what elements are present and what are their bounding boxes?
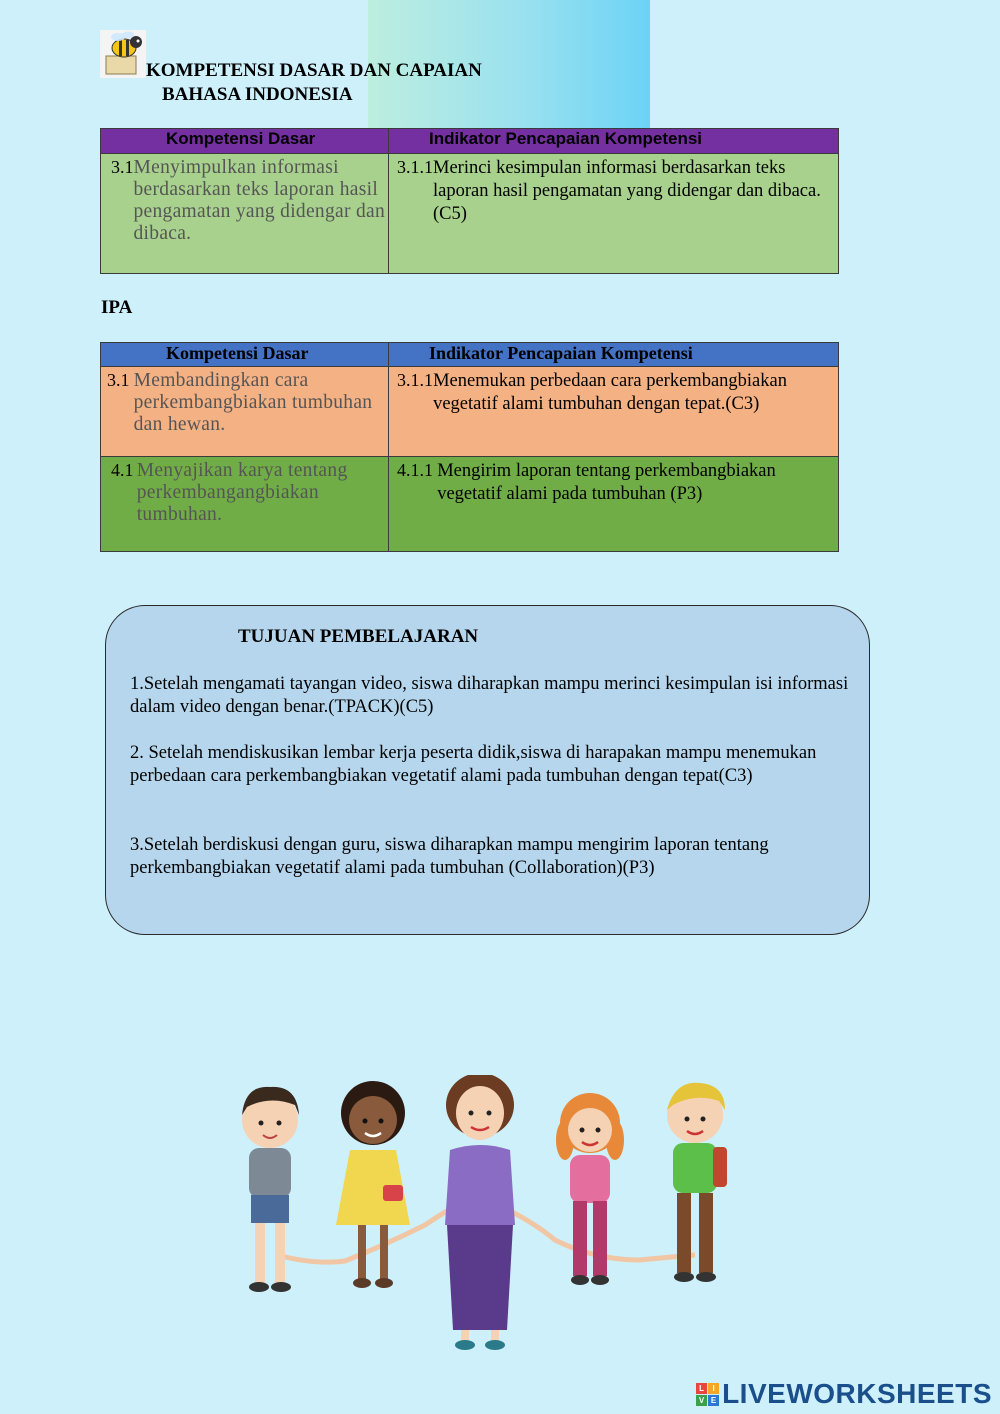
- liveworksheets-logo-icon: L I V E: [696, 1383, 719, 1406]
- bee-logo-icon: [100, 30, 146, 78]
- child-girl-yellow-icon: [336, 1081, 410, 1288]
- objective-item: 3.Setelah berdiskusi dengan guru, siswa diharapkan mampu mengirim laporan tentang perkembangbiakan vegetatif alami pada tumbuhan (Collaboration)(P3): [130, 835, 769, 878]
- header-indikator: Indikator Pencapaian Kompetensi: [389, 129, 839, 154]
- kd-text: Menyajikan karya tentang perkembangangbiakan tumbuhan.: [136, 460, 348, 525]
- header-indikator: Indikator Pencapaian Kompetensi: [389, 343, 839, 367]
- header-kompetensi-dasar: Kompetensi Dasar: [101, 129, 389, 154]
- kd-text: Membandingkan cara perkembangbiakan tumbuhan dan hewan.: [133, 370, 373, 435]
- kd-cell: [101, 154, 389, 274]
- kd-number: 3.1: [111, 157, 134, 177]
- child-boy-green-icon: [667, 1083, 727, 1282]
- header-kompetensi-dasar: Kompetensi Dasar: [101, 343, 389, 367]
- kd-cell: [101, 367, 389, 457]
- kd-number: 4.1: [111, 460, 134, 480]
- indicator-text: Mengirim laporan tentang perkembangbiakan vegetatif alami pada tumbuhan (P3): [437, 461, 776, 504]
- teacher-icon: [445, 1075, 515, 1350]
- bahasa-competency-table: [100, 128, 839, 274]
- indicator-cell: [389, 154, 839, 274]
- table-row: [101, 154, 839, 274]
- subject-title: BAHASA INDONESIA: [162, 84, 353, 105]
- indicator-cell: [389, 367, 839, 457]
- ipa-subject-label: IPA: [101, 297, 133, 318]
- ipa-competency-table: [100, 342, 839, 552]
- kd-text: Menyimpulkan informasi berdasarkan teks laporan hasil pengamatan yang didengar dan dibaca.: [133, 157, 386, 244]
- kd-cell: [101, 457, 389, 552]
- objective-item: 2. Setelah mendiskusikan lembar kerja peserta didik,siswa di harapakan mampu menemukan perbedaan cara perkembangbiakan vegetatif alami pada tumbuhan dengan tepat(C3): [130, 743, 817, 786]
- table-row: [101, 367, 839, 457]
- indicator-text: Merinci kesimpulan informasi berdasarkan teks laporan hasil pengamatan yang didengar dan dibaca.(C5): [433, 158, 821, 224]
- brand-wordmark: LIVEWORKSHEETS: [722, 1378, 992, 1409]
- table-header-row: [101, 129, 839, 154]
- learning-objectives-box: [105, 605, 870, 935]
- indicator-number: 4.1.1: [397, 460, 433, 480]
- teacher-children-illustration: [225, 1075, 745, 1355]
- liveworksheets-brand: [696, 1378, 992, 1410]
- indicator-number: 3.1.1: [397, 157, 433, 177]
- table-row: [101, 457, 839, 552]
- learning-objectives-title: TUJUAN PEMBELAJARAN: [238, 626, 479, 647]
- child-boy-gray-icon: [242, 1087, 299, 1292]
- indicator-cell: [389, 457, 839, 552]
- kd-number: 3.1: [107, 370, 130, 390]
- table-header-row: [101, 343, 839, 367]
- indicator-number: 3.1.1: [397, 370, 433, 390]
- objective-item: 1.Setelah mengamati tayangan video, siswa diharapkan mampu merinci kesimpulan isi informasi dalam video dengan benar.(TPACK)(C5): [130, 674, 849, 717]
- page-title: KOMPETENSI DASAR DAN CAPAIAN: [146, 60, 482, 81]
- indicator-text: Menemukan perbedaan cara perkembangbiakan vegetatif alami tumbuhan dengan tepat.(C3): [433, 371, 787, 414]
